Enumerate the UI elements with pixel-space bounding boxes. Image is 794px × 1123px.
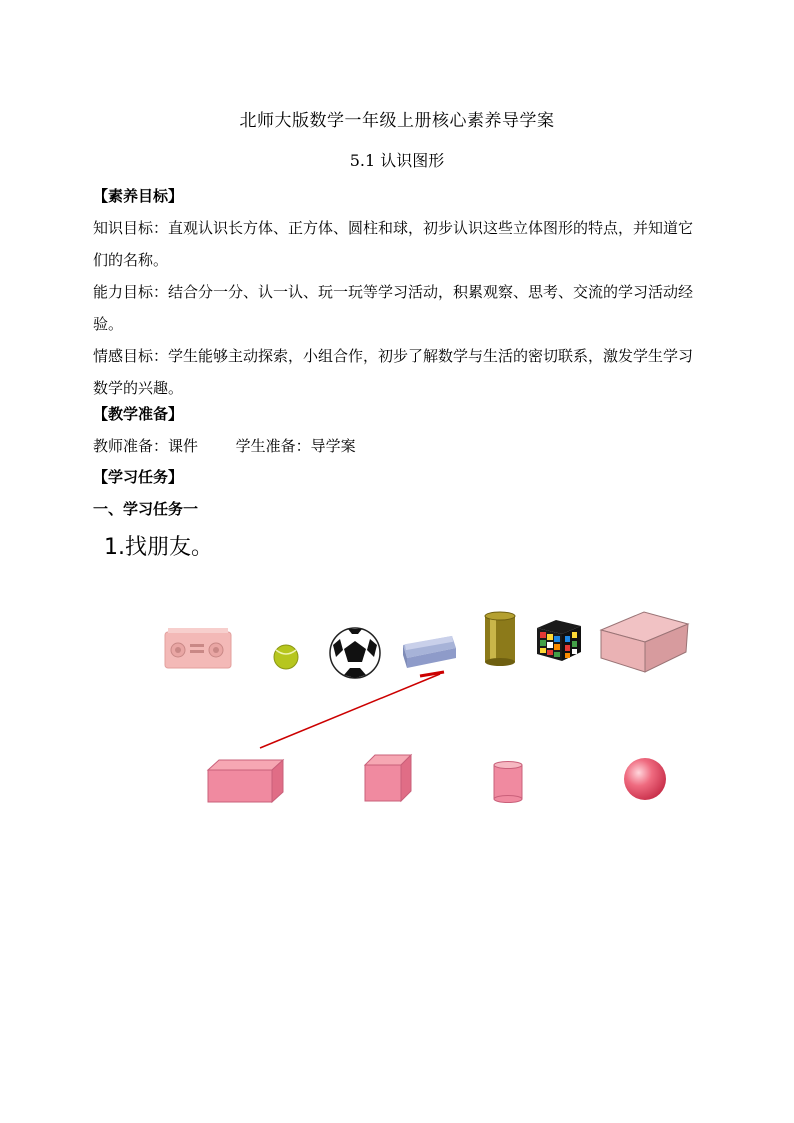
cuboid-shape xyxy=(208,760,283,802)
lesson-title: 5.1 认识图形 xyxy=(349,151,445,170)
goals-heading: 【素养目标】 xyxy=(93,187,184,205)
find-friends-title: 1.找朋友。 xyxy=(104,535,213,560)
task1-heading: 一、学习任务一 xyxy=(93,500,199,518)
prep-heading: 【教学准备】 xyxy=(93,405,184,423)
teacher-prep: 教师准备：课件 xyxy=(93,437,199,455)
tasks-heading: 【学习任务】 xyxy=(93,468,184,486)
match-line xyxy=(260,674,440,748)
soccer-ball-icon xyxy=(330,628,380,678)
cylinder-shape xyxy=(494,762,522,803)
sphere-shape xyxy=(624,758,666,800)
emotion-goal: 情感目标：学生能够主动探索，小组合作，初步了解数学与生活的密切联系，激发学生学习数学的兴趣。 xyxy=(93,347,694,397)
prep-line xyxy=(93,430,705,462)
gift-box-icon xyxy=(601,612,688,672)
tin-can-icon xyxy=(485,612,515,666)
student-prep: 学生准备：导学案 xyxy=(235,437,356,455)
cube-shape xyxy=(365,755,411,801)
page-title: 北师大版数学一年级上册核心素养导学案 xyxy=(239,111,555,131)
radio-icon xyxy=(165,628,231,668)
rubiks-cube-icon xyxy=(537,620,581,661)
tissue-box-icon xyxy=(403,636,456,668)
ability-goal: 能力目标：结合分一分、认一认、玩一玩等学习活动，积累观察、思考、交流的学习活动经验。 xyxy=(93,283,694,333)
knowledge-goal: 知识目标：直观认识长方体、正方体、圆柱和球，初步认识这些立体图形的特点，并知道它们的名称。 xyxy=(93,219,694,269)
tennis-ball-icon xyxy=(274,645,298,669)
